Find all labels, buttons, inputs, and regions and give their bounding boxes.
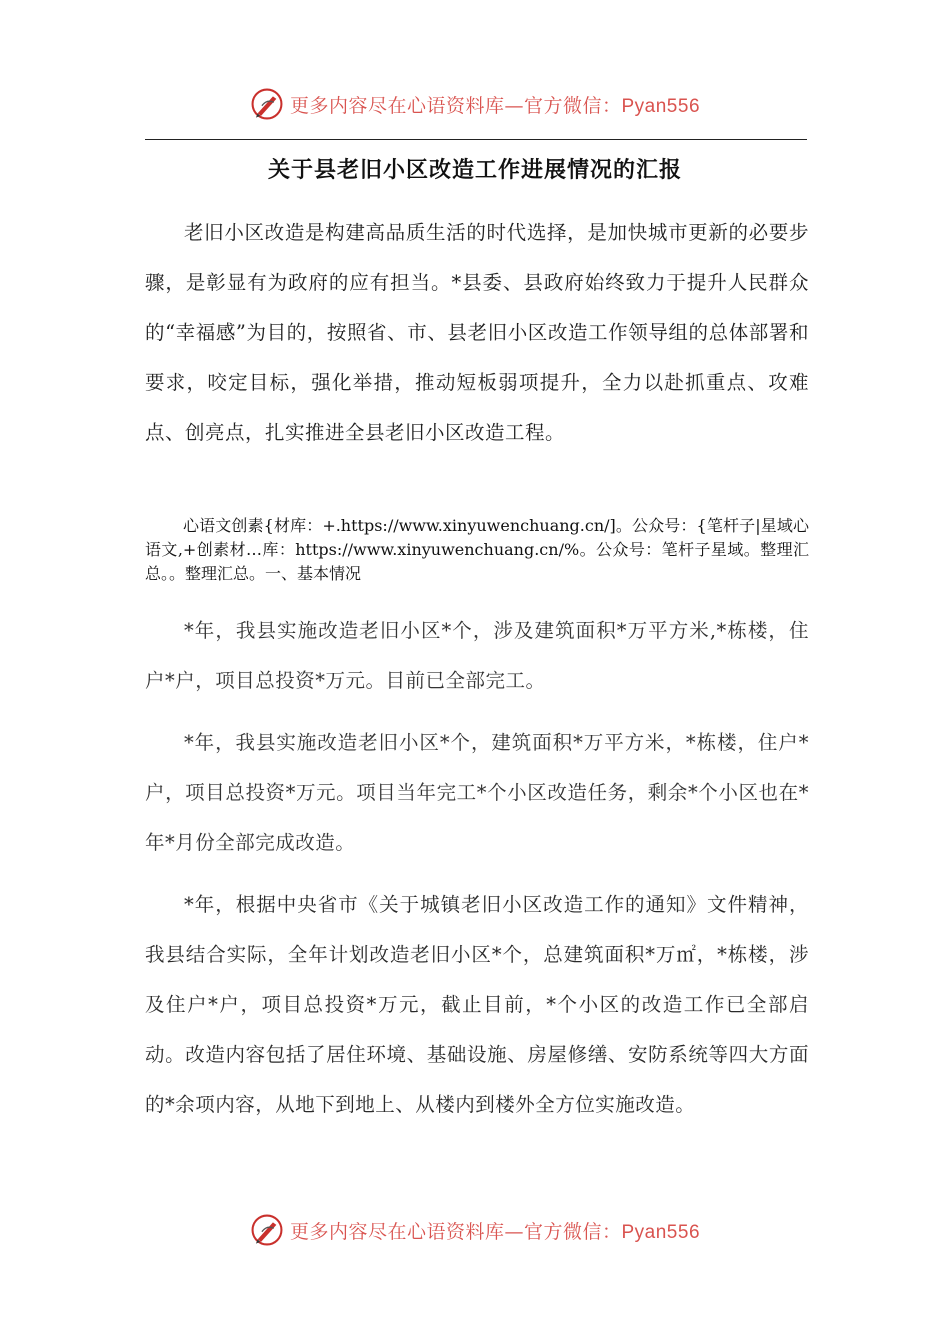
header-divider: [145, 139, 807, 140]
banner-text: 更多内容尽在心语资料库—官方微信：Pyan556: [289, 1220, 701, 1243]
header-banner: [0, 84, 950, 124]
paragraph-year-2: *年，我县实施改造老旧小区*个，建筑面积*万平方米，*栋楼，住户*户，项目总投资*万元。项目当年完工*个小区改造任务，剩余*个小区也在*年*月份全部完成改造。: [145, 731, 809, 854]
paragraph-source-note: 心语文创素{材库：+.https://www.xinyuwenchuang.cn/]。公众号：{笔杆子|星域心语文,+创素材…库：https://www.xinyuwenchuang.cn/%。公众号：笔杆子星域。整理汇总。。整理汇总。一、基本情况: [145, 516, 809, 583]
paragraph-year-3: *年，根据中央省市《关于城镇老旧小区改造工作的通知》文件精神，我县结合实际，全年计划改造老旧小区*个，总建筑面积*万㎡，*栋楼，涉及住户*户，项目总投资*万元，截止目前，*个小区的改造工作已全部启动。改造内容包括了居住环境、基础设施、房屋修缮、安防系统等四大方面的*余项内容，从地下到地上、从楼内到楼外全方位实施改造。: [145, 893, 809, 1116]
document-title: 关于县老旧小区改造工作进展情况的汇报: [267, 157, 682, 183]
banner-text: 更多内容尽在心语资料库—官方微信：Pyan556: [289, 94, 701, 117]
pen-logo-icon: [250, 87, 284, 121]
paragraph-intro: 老旧小区改造是构建高品质生活的时代选择，是加快城市更新的必要步骤，是彰显有为政府的应有担当。*县委、县政府始终致力于提升人民群众的“幸福感”为目的，按照省、市、县老旧小区改造工作领导组的总体部署和要求，咬定目标，强化举措，推动短板弱项提升，全力以赴抓重点、攻难点、创亮点，扎实推进全县老旧小区改造工程。: [145, 221, 809, 444]
pen-logo-icon: [250, 1213, 284, 1247]
footer-banner: [0, 1210, 950, 1250]
wechat-id: Pyan556: [621, 95, 701, 117]
wechat-id: Pyan556: [621, 1221, 701, 1243]
paragraph-year-1: *年，我县实施改造老旧小区*个，涉及建筑面积*万平方米,*栋楼，住户*户，项目总投资*万元。目前已全部完工。: [145, 619, 809, 692]
